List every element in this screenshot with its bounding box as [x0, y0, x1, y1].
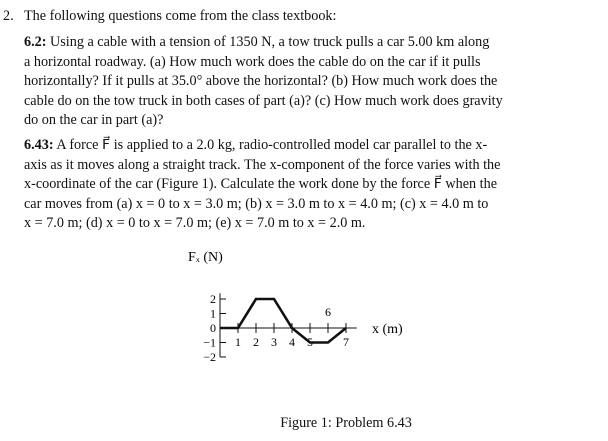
problem-6-2 [24, 33, 602, 131]
problem-6-43 [24, 136, 602, 234]
y-tick-label: 2 [210, 292, 216, 306]
problem-line: x-coordinate of the car (Figure 1). Calculate the work done by the force F⃗ when the [24, 176, 498, 193]
y-axis-label: Fₓ (N) [188, 250, 223, 265]
y-tick-label: 0 [210, 321, 216, 335]
problem-line: do on the car in part (a)? [24, 112, 164, 129]
y-tick-label: −2 [203, 350, 216, 364]
figure-caption: Figure 1: Problem 6.43 [280, 415, 412, 431]
x-tick-label: 3 [271, 335, 277, 349]
y-tick-label: −1 [203, 335, 216, 350]
force-graph [150, 240, 410, 390]
x-tick-label: 2 [253, 335, 259, 349]
x-tick-label: 7 [343, 335, 349, 349]
problem-line: a horizontal roadway. (a) How much work does the cable do on the car if it pulls [24, 53, 481, 70]
y-tick-label: 1 [210, 306, 216, 321]
problem-line: axis as it moves along a straight track. The x-component of the force varies with the [24, 156, 501, 173]
problem-text: A force F⃗ is applied to a 2.0 kg, radio-controlled model car parallel to the x- [53, 137, 488, 153]
problem-line [24, 33, 602, 53]
problem-line [24, 136, 602, 156]
problem-line: x = 7.0 m; (d) x = 0 to x = 7.0 m; (e) x = 7.0 m to x = 2.0 m. [24, 215, 366, 232]
figure-caption-wrap [0, 415, 608, 432]
problem-label: 6.2: [24, 34, 47, 50]
problem-line: car moves from (a) x = 0 to x = 3.0 m; (b) x = 3.0 m to x = 4.0 m; (c) x = 4.0 m to [24, 195, 489, 212]
x-axis-label: x (m) [372, 322, 403, 337]
problem-label: 6.43: [24, 137, 54, 153]
problem-line: cable do on the tow truck in both cases of part (a)? (c) How much work does gravity [24, 92, 503, 109]
intro-text: The following questions come from the class textbook: [24, 8, 337, 24]
question-number: 2. [3, 8, 14, 24]
x-tick-label: 6 [325, 305, 331, 319]
x-tick-label: 5 [307, 335, 313, 349]
problem-line: horizontally? If it pulls at 35.0° above the horizontal? (b) How much work does the [24, 73, 498, 90]
x-tick-label: 1 [235, 335, 241, 349]
problem-text: Using a cable with a tension of 1350 N, a tow truck pulls a car 5.00 km along [46, 34, 490, 50]
x-tick-label: 4 [289, 335, 295, 349]
